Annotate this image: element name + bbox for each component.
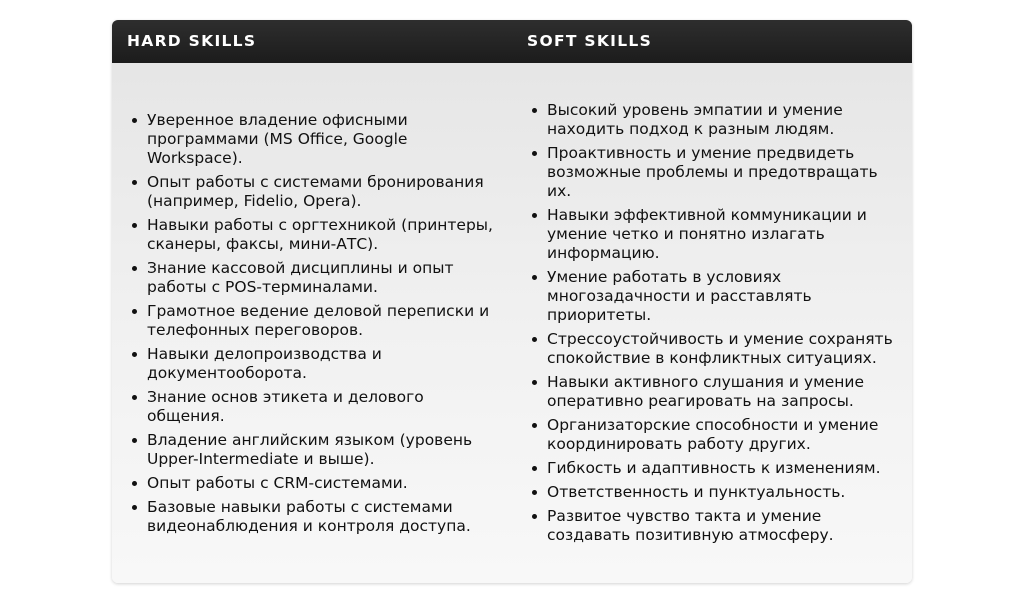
skills-table xyxy=(112,20,912,583)
list-item: Знание основ этикета и делового общения. xyxy=(147,388,497,426)
list-item: Опыт работы с системами бронирования (например, Fidelio, Opera). xyxy=(147,173,497,211)
table-header xyxy=(112,20,912,63)
list-item: Навыки эффективной коммуникации и умение четко и понятно излагать информацию. xyxy=(547,206,897,263)
list-item: Уверенное владение офисными программами (MS Office, Google Workspace). xyxy=(147,111,497,168)
list-item: Умение работать в условиях многозадачности и расставлять приоритеты. xyxy=(547,268,897,325)
list-item: Стрессоустойчивость и умение сохранять спокойствие в конфликтных ситуациях. xyxy=(547,330,897,368)
list-item: Навыки работы с оргтехникой (принтеры, сканеры, факсы, мини-АТС). xyxy=(147,216,497,254)
list-item: Базовые навыки работы с системами видеонаблюдения и контроля доступа. xyxy=(147,498,497,536)
list-item: Высокий уровень эмпатии и умение находить подход к разным людям. xyxy=(547,101,897,139)
list-item: Проактивность и умение предвидеть возможные проблемы и предотвращать их. xyxy=(547,144,897,201)
list-item: Развитое чувство такта и умение создавать позитивную атмосферу. xyxy=(547,507,897,545)
list-item: Навыки делопроизводства и документооборота. xyxy=(147,345,497,383)
soft-skills-title: SOFT SKILLS xyxy=(527,32,653,50)
list-item: Опыт работы с CRM-системами. xyxy=(147,474,497,493)
list-item: Ответственность и пунктуальность. xyxy=(547,483,897,502)
soft-skills-column xyxy=(527,63,897,583)
list-item: Гибкость и адаптивность к изменениям. xyxy=(547,459,897,478)
list-item: Организаторские способности и умение координировать работу других. xyxy=(547,416,897,454)
list-item: Знание кассовой дисциплины и опыт работы с POS-терминалами. xyxy=(147,259,497,297)
list-item: Навыки активного слушания и умение оперативно реагировать на запросы. xyxy=(547,373,897,411)
hard-skills-title: HARD SKILLS xyxy=(127,32,257,50)
list-item: Грамотное ведение деловой переписки и телефонных переговоров. xyxy=(147,302,497,340)
list-item: Владение английским языком (уровень Upper-Intermediate и выше). xyxy=(147,431,497,469)
hard-skills-list xyxy=(127,111,497,536)
hard-skills-column xyxy=(127,63,497,583)
soft-skills-list xyxy=(527,101,897,545)
